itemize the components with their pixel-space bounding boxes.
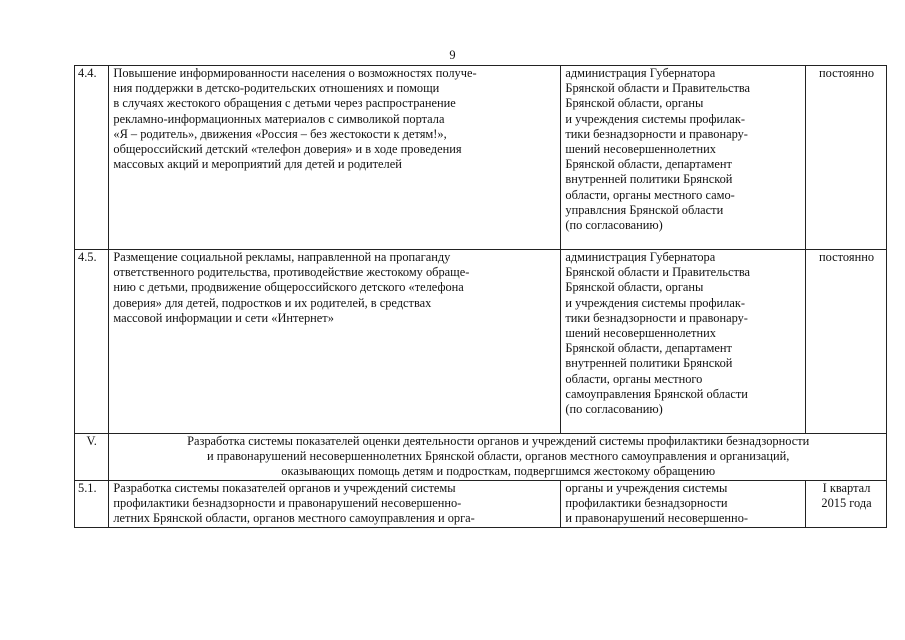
- description-line: массовых акций и мероприятий для детей и родителей: [113, 157, 402, 172]
- executor-line: и учреждения системы профилак-: [565, 295, 745, 310]
- table-row-4-5: [75, 250, 887, 434]
- term-line: I квартал: [822, 481, 871, 495]
- executor-line: Брянской области, департамент: [565, 341, 732, 356]
- executor-line: Брянской области, органы: [565, 280, 704, 295]
- page-number: 9: [449, 48, 456, 62]
- term-line: 2015 года: [821, 496, 872, 511]
- executor-line: Брянской области и Правительства: [565, 265, 751, 280]
- row-description: [109, 66, 561, 250]
- executor-line: области, органы местного само-: [565, 187, 735, 202]
- row-number: 4.5.: [75, 250, 109, 434]
- executor-line: (по согласованию): [565, 402, 663, 417]
- description-line: нию с детьми, продвижение общероссийского детского «телефона: [113, 280, 464, 295]
- description-line: профилактики безнадзорности и правонарушений несовершенно-: [113, 496, 462, 511]
- executor-line: шений несовершеннолетних: [565, 326, 716, 341]
- description-line: Размещение социальной рекламы, направленной на пропаганду: [113, 250, 451, 264]
- row-description: [109, 481, 561, 528]
- executor-line: профилактики безнадзорности: [565, 496, 728, 511]
- executor-line: тики безнадзорности и правонару-: [565, 310, 748, 325]
- row-executors: [561, 250, 806, 434]
- description-line: Повышение информированности населения о возможностях получе-: [113, 66, 477, 80]
- row-number: 5.1.: [75, 481, 109, 528]
- row-description: [109, 250, 561, 434]
- executor-line: и правонарушений несовершенно-: [565, 511, 749, 526]
- executor-line: Брянской области, органы: [565, 96, 704, 111]
- plan-table: [74, 65, 887, 528]
- executor-line: самоуправления Брянской области: [565, 386, 748, 401]
- row-executors: [561, 481, 806, 528]
- section-title: [109, 434, 887, 481]
- description-line: ния поддержки в детско-родительских отношениях и помощи: [113, 81, 440, 96]
- description-line: Разработка системы показателей органов и учреждений системы: [113, 481, 456, 495]
- executor-line: Брянской области и Правительства: [565, 81, 751, 96]
- description-line: общероссийский детский «телефон доверия» и в ходе проведения: [113, 142, 462, 157]
- section-row-v: [75, 434, 887, 481]
- description-line: доверия» для детей, подростков и их родителей, в средствах: [113, 295, 432, 310]
- executor-line: администрация Губернатора: [565, 66, 716, 80]
- executor-line: внутренней политики Брянской: [565, 172, 733, 187]
- row-term: постоянно: [806, 66, 887, 250]
- executor-line: органы и учреждения системы: [565, 481, 728, 495]
- section-title-line: Разработка системы показателей оценки деятельности органов и учреждений системы профилактики безнадзорности: [187, 434, 810, 448]
- section-title-line: оказывающих помощь детям и подросткам, подвергшимся жестокому обращению: [281, 464, 716, 479]
- table-row-4-4: [75, 66, 887, 250]
- description-line: рекламно-информационных материалов с символикой портала: [113, 111, 445, 126]
- executor-line: администрация Губернатора: [565, 250, 716, 264]
- executor-line: Брянской области, департамент: [565, 157, 732, 172]
- executor-line: области, органы местного: [565, 371, 703, 386]
- description-line: ответственного родительства, противодействие жестокому обраще-: [113, 265, 470, 280]
- executor-line: шений несовершеннолетних: [565, 142, 716, 157]
- section-title-line: и правонарушений несовершеннолетних Брянской области, органов местного самоуправления и организаций,: [207, 449, 790, 464]
- executor-line: управлсния Брянской области: [565, 202, 724, 217]
- executor-line: и учреждения системы профилак-: [565, 111, 745, 126]
- executor-line: (по согласованию): [565, 218, 663, 233]
- description-line: «Я – родитель», движения «Россия – без жестокости к детям!»,: [113, 126, 447, 141]
- row-executors: [561, 66, 806, 250]
- row-number: 4.4.: [75, 66, 109, 250]
- executor-line: внутренней политики Брянской: [565, 356, 733, 371]
- section-number: V.: [75, 434, 109, 481]
- description-line: в случаях жестокого обращения с детьми через распространение: [113, 96, 456, 111]
- description-line: массовой информации и сети «Интернет»: [113, 310, 334, 325]
- executor-line: тики безнадзорности и правонару-: [565, 126, 748, 141]
- table-row-5-1: [75, 481, 887, 528]
- description-line: летних Брянской области, органов местного самоуправления и орга-: [113, 511, 475, 526]
- row-term: постоянно: [806, 250, 887, 434]
- row-term: [806, 481, 887, 528]
